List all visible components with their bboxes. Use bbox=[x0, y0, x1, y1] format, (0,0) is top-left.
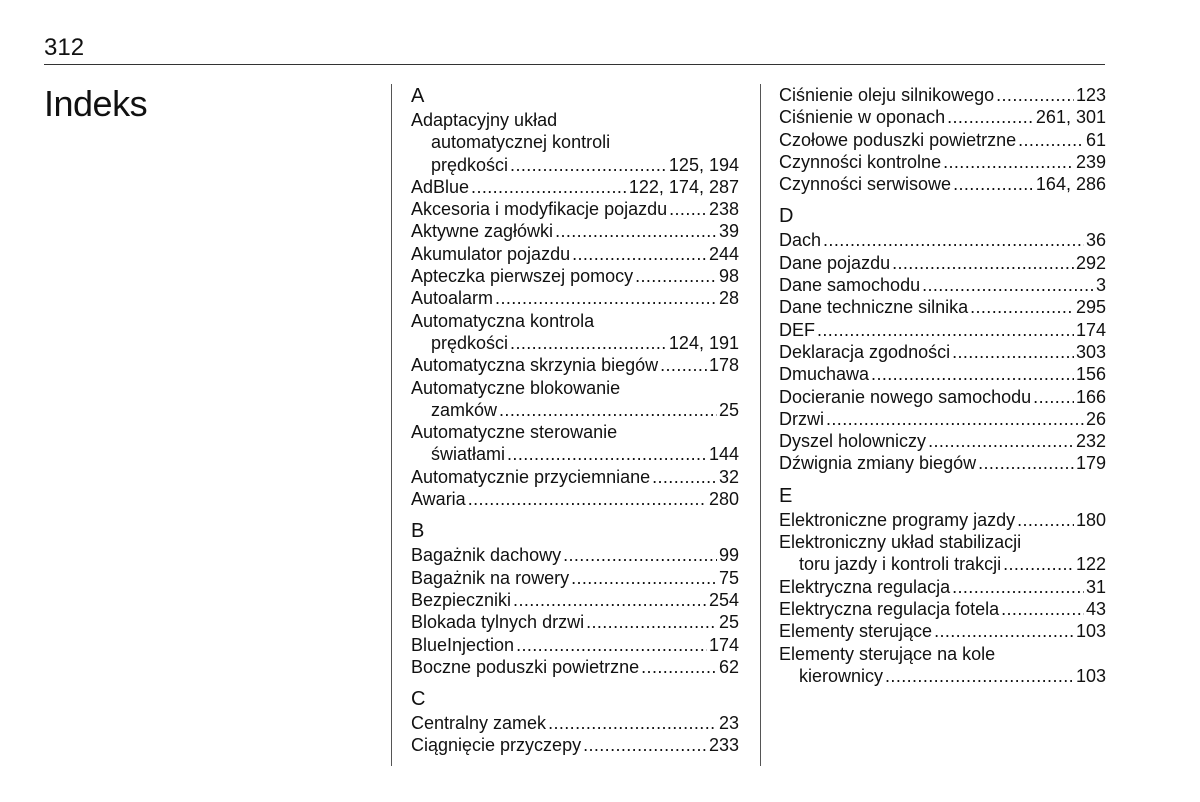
entry-pages: 261, 301 bbox=[1035, 107, 1106, 128]
dot-leader bbox=[495, 287, 717, 309]
entry-term: zamków bbox=[431, 399, 498, 420]
dot-leader bbox=[823, 229, 1084, 251]
index-entry bbox=[411, 354, 739, 376]
index-entry bbox=[411, 488, 739, 510]
entry-term: Dane pojazdu bbox=[779, 252, 891, 273]
entry-line: Adaptacyjny układ bbox=[411, 110, 558, 130]
index-entry bbox=[779, 386, 1106, 408]
entry-term: Akcesoria i modyfikacje pojazdu bbox=[411, 199, 668, 220]
index-entry bbox=[779, 84, 1106, 106]
dot-leader bbox=[871, 363, 1074, 385]
entry-term: Dane samochodu bbox=[779, 275, 921, 296]
entry-term: DEF bbox=[779, 319, 815, 340]
entry-term: Apteczka pierwszej pomocy bbox=[411, 266, 634, 287]
entry-line bbox=[411, 198, 739, 220]
entry-pages: 164, 286 bbox=[1035, 174, 1106, 195]
entry-pages: 25 bbox=[718, 612, 739, 633]
section-letter: B bbox=[411, 520, 425, 543]
index-entry bbox=[411, 243, 739, 265]
index-entry bbox=[779, 452, 1106, 474]
dot-leader bbox=[1033, 386, 1074, 408]
index-entry bbox=[779, 509, 1106, 531]
entry-pages: 62 bbox=[718, 656, 739, 677]
entry-line bbox=[779, 229, 1106, 251]
index-entry bbox=[411, 109, 739, 176]
dot-leader bbox=[499, 399, 717, 421]
dot-leader bbox=[571, 567, 717, 589]
index-section bbox=[411, 84, 739, 510]
index-entry bbox=[411, 198, 739, 220]
index-entry bbox=[411, 734, 739, 756]
entry-pages: 292 bbox=[1075, 252, 1106, 273]
index-entry bbox=[411, 712, 739, 734]
entry-line bbox=[779, 106, 1106, 128]
index-entry bbox=[411, 265, 739, 287]
entry-pages: 244 bbox=[708, 243, 739, 264]
entry-pages: 26 bbox=[1085, 408, 1106, 429]
entry-term: Akumulator pojazdu bbox=[411, 243, 571, 264]
entry-line: Elementy sterujące na kole bbox=[779, 643, 996, 664]
index-entry bbox=[779, 274, 1106, 296]
entry-term: Czołowe poduszki powietrzne bbox=[779, 129, 1017, 150]
entry-line bbox=[779, 341, 1106, 363]
index-entry bbox=[411, 421, 739, 466]
entry-pages: 61 bbox=[1085, 129, 1106, 150]
entry-term: Dźwignia zmiany biegów bbox=[779, 453, 977, 474]
entry-line bbox=[779, 296, 1106, 318]
index-section bbox=[779, 84, 1106, 195]
dot-leader bbox=[510, 332, 667, 354]
entry-line bbox=[411, 734, 739, 756]
dot-leader bbox=[583, 734, 707, 756]
entry-term: Automatyczna skrzynia biegów bbox=[411, 355, 659, 376]
entry-pages: 3 bbox=[1095, 275, 1106, 296]
entry-pages: 180 bbox=[1075, 509, 1106, 530]
index-entry bbox=[779, 430, 1106, 452]
index-entry bbox=[779, 106, 1106, 128]
entry-line: automatycznej kontroli bbox=[431, 132, 611, 153]
entry-pages: 166 bbox=[1075, 386, 1106, 407]
entry-pages: 75 bbox=[718, 567, 739, 588]
dot-leader bbox=[885, 665, 1074, 687]
entry-line: Automatyczna kontrola bbox=[411, 310, 595, 331]
entry-line bbox=[411, 443, 739, 465]
entry-pages: 103 bbox=[1075, 665, 1106, 686]
entry-pages: 144 bbox=[708, 444, 739, 465]
entry-term: Bagażnik na rowery bbox=[411, 567, 570, 588]
index-entry bbox=[779, 296, 1106, 318]
entry-pages: 156 bbox=[1075, 364, 1106, 385]
entry-line bbox=[779, 665, 1106, 687]
entry-term: AdBlue bbox=[411, 176, 470, 197]
entry-term: toru jazdy i kontroli trakcji bbox=[799, 554, 1002, 575]
dot-leader bbox=[513, 589, 707, 611]
entry-term: Boczne poduszki powietrzne bbox=[411, 656, 640, 677]
dot-leader bbox=[555, 220, 717, 242]
index-column-1 bbox=[411, 84, 739, 757]
entry-pages: 28 bbox=[718, 288, 739, 309]
entry-line bbox=[411, 544, 739, 566]
entry-pages: 125, 194 bbox=[668, 154, 739, 175]
entry-term: Automatycznie przyciemniane bbox=[411, 466, 651, 487]
dot-leader bbox=[548, 712, 717, 734]
index-section bbox=[411, 687, 739, 757]
entry-pages: 99 bbox=[718, 545, 739, 566]
entry-line bbox=[411, 488, 739, 510]
dot-leader bbox=[516, 634, 707, 656]
entry-pages: 122 bbox=[1075, 554, 1106, 575]
index-entry bbox=[779, 598, 1106, 620]
column-divider bbox=[760, 84, 761, 766]
entry-term: Docieranie nowego samochodu bbox=[779, 386, 1032, 407]
entry-line bbox=[411, 154, 739, 176]
entry-term: Ciągnięcie przyczepy bbox=[411, 735, 582, 756]
dot-leader bbox=[952, 576, 1084, 598]
dot-leader bbox=[669, 198, 707, 220]
entry-line bbox=[779, 452, 1106, 474]
entry-term: światłami bbox=[431, 444, 506, 465]
dot-leader bbox=[817, 319, 1074, 341]
entry-line bbox=[411, 332, 739, 354]
entry-term: Deklaracja zgodności bbox=[779, 341, 951, 362]
section-letter: D bbox=[779, 205, 794, 228]
dot-leader bbox=[1017, 509, 1074, 531]
dot-leader bbox=[586, 611, 717, 633]
entry-term: Ciśnienie w oponach bbox=[779, 107, 946, 128]
entry-pages: 280 bbox=[708, 489, 739, 510]
entry-line bbox=[411, 589, 739, 611]
entry-pages: 239 bbox=[1075, 151, 1106, 172]
entry-line bbox=[779, 84, 1106, 106]
entry-line bbox=[779, 620, 1106, 642]
index-entry bbox=[411, 466, 739, 488]
page-number: 312 bbox=[44, 34, 85, 61]
section-letter: C bbox=[411, 688, 426, 711]
entry-line bbox=[411, 567, 739, 589]
entry-line: Elektroniczny układ stabilizacji bbox=[779, 532, 1022, 553]
index-entry bbox=[779, 151, 1106, 173]
dot-leader bbox=[1003, 553, 1074, 575]
index-entry bbox=[779, 319, 1106, 341]
entry-line bbox=[779, 408, 1106, 430]
index-entry bbox=[411, 656, 739, 678]
dot-leader bbox=[468, 488, 707, 510]
dot-leader bbox=[635, 265, 717, 287]
dot-leader bbox=[507, 443, 707, 465]
index-entry bbox=[411, 567, 739, 589]
entry-pages: 122, 174, 287 bbox=[628, 176, 739, 197]
entry-line bbox=[779, 173, 1106, 195]
entry-line bbox=[411, 243, 739, 265]
dot-leader bbox=[978, 452, 1074, 474]
entry-term: Elektryczna regulacja bbox=[779, 576, 951, 597]
entry-line bbox=[779, 386, 1106, 408]
entry-line: Automatyczne sterowanie bbox=[411, 422, 618, 443]
entry-line bbox=[411, 399, 739, 421]
index-section bbox=[779, 484, 1106, 687]
entry-line bbox=[411, 656, 739, 678]
entry-pages: 124, 191 bbox=[668, 332, 739, 353]
entry-line bbox=[779, 598, 1106, 620]
dot-leader bbox=[563, 544, 717, 566]
index-entry bbox=[411, 287, 739, 309]
entry-term: Ciśnienie oleju silnikowego bbox=[779, 85, 995, 105]
entry-term: Elektryczna regulacja fotela bbox=[779, 598, 1000, 619]
entry-term: Centralny zamek bbox=[411, 713, 547, 734]
index-entry bbox=[779, 620, 1106, 642]
index-entry bbox=[779, 129, 1106, 151]
dot-leader bbox=[510, 154, 667, 176]
entry-term: Autoalarm bbox=[411, 288, 494, 309]
entry-pages: 233 bbox=[708, 735, 739, 756]
entry-pages: 178 bbox=[708, 355, 739, 376]
entry-term: Drzwi bbox=[779, 408, 824, 429]
index-entry bbox=[779, 229, 1106, 251]
entry-line bbox=[411, 176, 739, 198]
dot-leader bbox=[471, 176, 627, 198]
entry-term: prędkości bbox=[431, 332, 509, 353]
entry-line bbox=[779, 576, 1106, 598]
dot-leader bbox=[652, 466, 717, 488]
section-letter: A bbox=[411, 85, 425, 107]
entry-pages: 303 bbox=[1075, 341, 1106, 362]
entry-term: Dyszel holowniczy bbox=[779, 431, 927, 452]
entry-line bbox=[411, 220, 739, 242]
entry-line bbox=[779, 430, 1106, 452]
dot-leader bbox=[953, 173, 1034, 195]
index-entry bbox=[411, 634, 739, 656]
index-entry bbox=[779, 576, 1106, 598]
dot-leader bbox=[572, 243, 707, 265]
entry-pages: 36 bbox=[1085, 230, 1106, 251]
entry-term: Bagażnik dachowy bbox=[411, 545, 562, 566]
index-entry bbox=[411, 544, 739, 566]
dot-leader bbox=[1018, 129, 1084, 151]
index-entry bbox=[411, 310, 739, 355]
index-entry bbox=[779, 363, 1106, 385]
entry-line bbox=[779, 252, 1106, 274]
entry-line bbox=[411, 287, 739, 309]
index-section bbox=[779, 204, 1106, 474]
index-entry bbox=[779, 531, 1106, 576]
index-entry bbox=[779, 173, 1106, 195]
entry-line bbox=[779, 274, 1106, 296]
entry-line bbox=[411, 634, 739, 656]
index-entry bbox=[411, 220, 739, 242]
entry-pages: 25 bbox=[718, 399, 739, 420]
column-divider bbox=[391, 84, 392, 766]
entry-pages: 98 bbox=[718, 266, 739, 287]
entry-term: Aktywne zagłówki bbox=[411, 221, 554, 242]
entry-line bbox=[411, 466, 739, 488]
entry-pages: 295 bbox=[1075, 297, 1106, 318]
entry-pages: 232 bbox=[1075, 431, 1106, 452]
dot-leader bbox=[934, 620, 1074, 642]
entry-pages: 32 bbox=[718, 466, 739, 487]
index-entry bbox=[779, 643, 1106, 688]
entry-pages: 31 bbox=[1085, 576, 1106, 597]
entry-pages: 39 bbox=[718, 221, 739, 242]
entry-term: Dane techniczne silnika bbox=[779, 297, 969, 318]
header-rule bbox=[44, 64, 1105, 65]
entry-term: Bezpieczniki bbox=[411, 589, 512, 610]
entry-line bbox=[411, 712, 739, 734]
index-entry bbox=[411, 611, 739, 633]
index-entry bbox=[411, 377, 739, 422]
entry-pages: 103 bbox=[1075, 621, 1106, 642]
dot-leader bbox=[928, 430, 1074, 452]
entry-pages: 174 bbox=[708, 634, 739, 655]
entry-pages: 254 bbox=[708, 589, 739, 610]
entry-line bbox=[411, 354, 739, 376]
entry-line bbox=[779, 319, 1106, 341]
dot-leader bbox=[660, 354, 707, 376]
dot-leader bbox=[1001, 598, 1084, 620]
entry-line bbox=[411, 611, 739, 633]
dot-leader bbox=[943, 151, 1074, 173]
entry-line bbox=[411, 265, 739, 287]
entry-term: Dach bbox=[779, 230, 822, 251]
entry-line bbox=[779, 151, 1106, 173]
dot-leader bbox=[922, 274, 1094, 296]
entry-term: kierownicy bbox=[799, 665, 884, 686]
index-entry bbox=[411, 589, 739, 611]
section-letter: E bbox=[779, 484, 793, 507]
index-entry bbox=[779, 341, 1106, 363]
dot-leader bbox=[892, 252, 1074, 274]
entry-term: Dmuchawa bbox=[779, 364, 870, 385]
dot-leader bbox=[826, 408, 1084, 430]
entry-pages: 23 bbox=[718, 713, 739, 734]
entry-term: Elementy sterujące bbox=[779, 621, 933, 642]
entry-line bbox=[779, 509, 1106, 531]
dot-leader bbox=[996, 84, 1074, 106]
entry-line bbox=[779, 363, 1106, 385]
entry-term: Elektroniczne programy jazdy bbox=[779, 509, 1016, 530]
entry-pages: 174 bbox=[1075, 319, 1106, 340]
entry-term: BlueInjection bbox=[411, 634, 515, 655]
entry-pages: 123 bbox=[1075, 85, 1106, 105]
index-column-2 bbox=[779, 84, 1106, 687]
entry-term: Czynności kontrolne bbox=[779, 151, 942, 172]
index-entry bbox=[779, 408, 1106, 430]
entry-pages: 43 bbox=[1085, 598, 1106, 619]
page-title: Indeks bbox=[44, 83, 148, 124]
entry-pages: 179 bbox=[1075, 453, 1106, 474]
entry-term: Awaria bbox=[411, 489, 466, 510]
entry-pages: 238 bbox=[708, 199, 739, 220]
dot-leader bbox=[641, 656, 717, 678]
entry-line: Automatyczne blokowanie bbox=[411, 377, 621, 398]
entry-term: prędkości bbox=[431, 154, 509, 175]
dot-leader bbox=[947, 106, 1034, 128]
entry-term: Blokada tylnych drzwi bbox=[411, 612, 585, 633]
entry-line bbox=[779, 129, 1106, 151]
index-entry bbox=[779, 252, 1106, 274]
dot-leader bbox=[970, 296, 1074, 318]
entry-line bbox=[779, 553, 1106, 575]
dot-leader bbox=[952, 341, 1074, 363]
entry-term: Czynności serwisowe bbox=[779, 174, 952, 195]
index-section bbox=[411, 519, 739, 678]
index-entry bbox=[411, 176, 739, 198]
